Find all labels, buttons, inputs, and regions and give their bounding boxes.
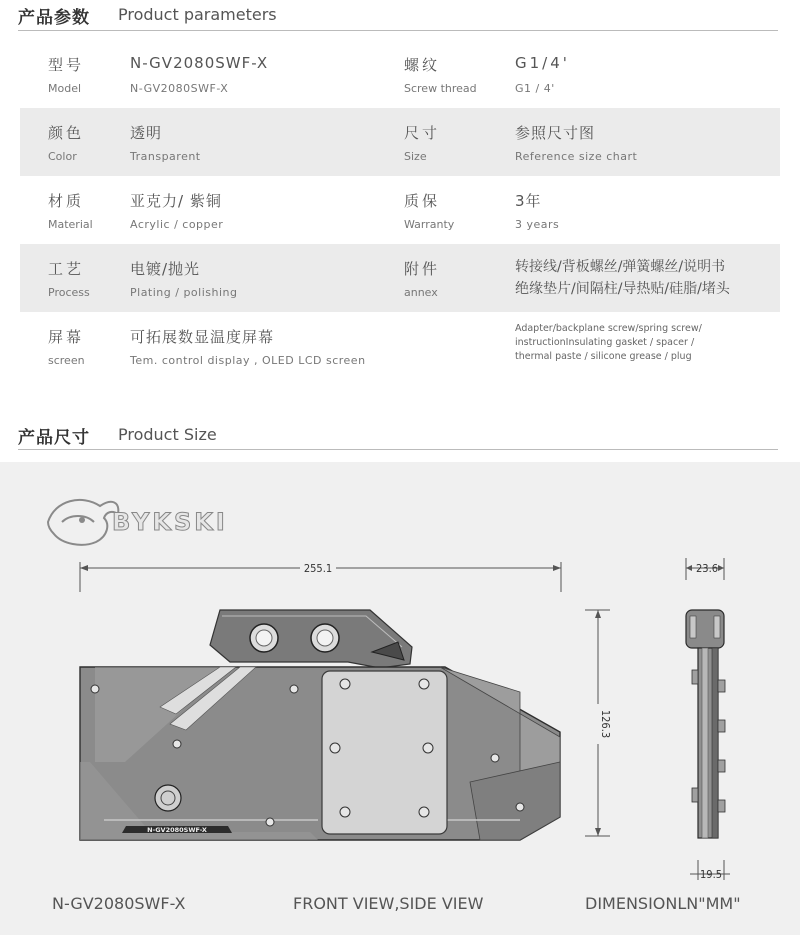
- annex-en-line: thermal paste / silicone grease / plug: [515, 351, 692, 362]
- model-nameplate: [122, 826, 232, 834]
- param-value: G1/4': [515, 54, 570, 72]
- dimension-thickness-bottom: [690, 860, 730, 881]
- divider: [18, 449, 778, 450]
- parameter-table: [20, 40, 780, 382]
- technical-drawing: [0, 462, 800, 935]
- section-title-en: Product parameters: [118, 5, 277, 24]
- param-value: N-GV2080SWF-X: [130, 54, 269, 72]
- model-label: N-GV2080SWF-X: [52, 894, 186, 913]
- param-label-zh: 屏幕: [48, 328, 85, 346]
- param-value-en: Acrylic / copper: [130, 218, 224, 231]
- param-label-en: Warranty: [404, 218, 455, 231]
- length-value: 255.1: [303, 562, 333, 575]
- section-title-zh: 产品尺寸: [18, 428, 90, 448]
- param-label-zh: 颜色: [48, 124, 85, 142]
- param-value-en: Plating / polishing: [130, 286, 238, 299]
- param-value: 参照尺寸图: [515, 124, 596, 142]
- param-label-en: Screw thread: [404, 82, 477, 95]
- thickness-bottom-value: 19.5: [699, 868, 723, 881]
- param-label-en: Size: [404, 150, 427, 163]
- param-value: 亚克力/ 紫铜: [130, 192, 222, 210]
- param-label-zh: 尺寸: [404, 124, 441, 142]
- param-value: 可拓展数显温度屏幕: [130, 328, 275, 346]
- annex-en-line: instructionInsulating gasket / spacer /: [515, 337, 695, 348]
- param-value-en: Transparent: [130, 150, 201, 163]
- param-label-en: Process: [48, 286, 90, 299]
- bykski-badge-icon: [155, 785, 181, 811]
- front-view-block: [80, 610, 560, 840]
- product-parameters-header: [0, 0, 800, 30]
- height-value: 126.3: [599, 709, 612, 739]
- param-label-en: Material: [48, 218, 93, 231]
- param-label-zh: 材质: [48, 192, 85, 210]
- views-label: FRONT VIEW,SIDE VIEW: [293, 894, 484, 913]
- param-value-en: Tem. control display , OLED LCD screen: [130, 354, 366, 367]
- dragon-icon: [48, 500, 118, 545]
- annex-en-line: Adapter/backplane screw/spring screw/: [515, 323, 702, 334]
- param-value: 透明: [130, 124, 163, 142]
- table-row: [20, 244, 780, 312]
- table-row: [20, 312, 780, 382]
- param-label-en: annex: [404, 286, 438, 299]
- brand-logo: [48, 500, 228, 545]
- dimension-length: [80, 560, 561, 592]
- param-value-en: 3 years: [515, 218, 560, 231]
- side-view-block: [686, 610, 725, 838]
- section-title-zh: 产品参数: [18, 8, 90, 28]
- param-value: 3年: [515, 192, 542, 210]
- table-row: [20, 40, 780, 108]
- product-size-header: [0, 420, 800, 450]
- dimension-thickness-top: [686, 558, 724, 580]
- outlet-port-icon: [311, 624, 339, 652]
- dimension-height: [585, 610, 612, 836]
- param-label-zh: 质保: [404, 192, 441, 210]
- param-label-en: Model: [48, 82, 82, 95]
- table-row: [20, 176, 780, 244]
- param-label-zh: 附件: [404, 260, 441, 278]
- param-value: 电镀/抛光: [130, 260, 201, 278]
- param-value: 绝缘垫片/间隔柱/导热贴/硅脂/堵头: [515, 281, 730, 297]
- brand-wordmark: BYKSKI: [112, 508, 228, 536]
- param-label-en: Color: [48, 150, 77, 163]
- param-value-en: G1 / 4': [515, 82, 555, 95]
- section-title-en: Product Size: [118, 425, 217, 444]
- dimension-diagram: [0, 462, 800, 935]
- param-value: 转接线/背板螺丝/弹簧螺丝/说明书: [515, 259, 726, 275]
- param-value-en: N-GV2080SWF-X: [130, 82, 229, 95]
- param-label-zh: 螺纹: [404, 56, 441, 74]
- param-label-en: screen: [48, 354, 85, 367]
- divider: [18, 30, 778, 31]
- param-label-zh: 型号: [48, 56, 85, 74]
- param-value-en: Reference size chart: [515, 150, 638, 163]
- param-label-zh: 工艺: [48, 260, 85, 278]
- nameplate-text: N-GV2080SWF-X: [147, 826, 207, 834]
- table-row: [20, 108, 780, 176]
- unit-label: DIMENSIONLN"MM": [585, 894, 741, 913]
- inlet-port-icon: [250, 624, 278, 652]
- thickness-top-value: 23.6: [695, 562, 719, 575]
